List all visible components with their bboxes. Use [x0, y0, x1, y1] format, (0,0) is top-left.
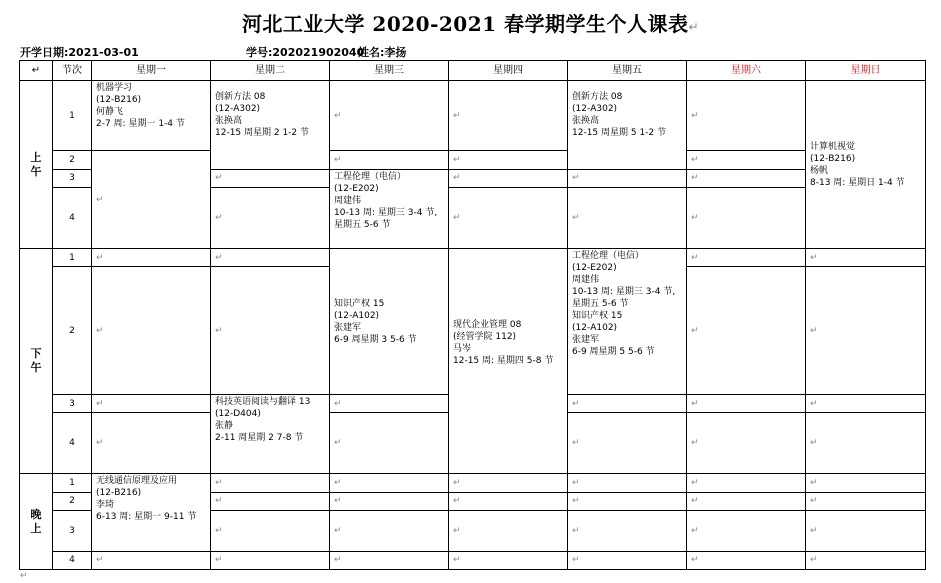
period-label: 2 [53, 267, 92, 395]
period-label: 2 [53, 151, 92, 169]
empty-cell: ↵ [449, 551, 568, 569]
empty-cell: ↵ [687, 169, 806, 187]
empty-cell: ↵ [806, 492, 926, 510]
empty-cell: ↵ [330, 151, 449, 169]
period-label: 4 [53, 413, 92, 474]
section-afternoon: 下 午 [20, 248, 53, 474]
day-header-mon: 星期一 [92, 61, 211, 81]
empty-cell: ↵ [449, 474, 568, 492]
empty-cell: ↵ [449, 151, 568, 169]
day-header-fri: 星期五 [568, 61, 687, 81]
empty-cell: ↵ [211, 511, 330, 552]
empty-cell: ↵ [330, 474, 449, 492]
course-cell-thu-pm: 现代企业管理 08 (经管学院 112) 马岑 12-15 周: 星期四 5-8 节 [449, 248, 568, 474]
empty-cell: ↵ [211, 267, 330, 395]
empty-cell: ↵ [92, 267, 211, 395]
empty-cell: ↵ [92, 395, 211, 413]
empty-cell: ↵ [330, 395, 449, 413]
schedule-table [19, 60, 926, 570]
period-label: 3 [53, 395, 92, 413]
student-id: 学号:202021902040 [246, 46, 365, 59]
empty-cell: ↵ [687, 395, 806, 413]
empty-cell: ↵ [806, 474, 926, 492]
day-header-sun: 星期日 [806, 61, 926, 81]
empty-cell: ↵ [211, 248, 330, 266]
day-header-sat: 星期六 [687, 61, 806, 81]
course-cell-tue-am: 创新方法 08 (12-A302) 张换高 12-15 周星期 2 1-2 节 [211, 81, 330, 169]
empty-cell: ↵ [211, 492, 330, 510]
empty-cell: ↵ [568, 492, 687, 510]
empty-cell: ↵ [687, 151, 806, 169]
empty-cell: ↵ [330, 81, 449, 151]
student-name: 姓名:李扬 [358, 46, 407, 59]
empty-cell: ↵ [92, 413, 211, 474]
empty-cell: ↵ [687, 551, 806, 569]
course-cell-mon-am: 机器学习 (12-B216) 何静飞 2-7 周: 星期一 1-4 节 [92, 81, 211, 151]
empty-cell: ↵ [687, 267, 806, 395]
section-morning: 上 午 [20, 81, 53, 249]
empty-cell: ↵ [687, 413, 806, 474]
day-header-thu: 星期四 [449, 61, 568, 81]
empty-cell: ↵ [568, 511, 687, 552]
empty-cell: ↵ [449, 492, 568, 510]
empty-cell: ↵ [568, 395, 687, 413]
empty-cell: ↵ [330, 413, 449, 474]
course-cell-tue-pm: 科技英语阅读与翻译 13 (12-D404) 张静 2-11 周星期 2 7-8 节 [211, 395, 330, 474]
course-cell-wed-pm: 知识产权 15 (12-A102) 张建军 6-9 周星期 3 5-6 节 [330, 248, 449, 394]
empty-cell: ↵ [449, 81, 568, 151]
empty-cell: ↵ [568, 169, 687, 187]
period-label: 1 [53, 81, 92, 151]
empty-cell: ↵ [687, 474, 806, 492]
empty-cell: ↵ [806, 248, 926, 266]
period-label: 4 [53, 187, 92, 248]
empty-cell: ↵ [211, 169, 330, 187]
period-label: 1 [53, 474, 92, 492]
empty-cell: ↵ [687, 81, 806, 151]
empty-cell: ↵ [568, 551, 687, 569]
period-label: 3 [53, 511, 92, 552]
empty-cell: ↵ [449, 511, 568, 552]
empty-cell: ↵ [92, 151, 211, 249]
corner-cell: ↵ [20, 61, 53, 81]
empty-cell: ↵ [568, 474, 687, 492]
period-label: 2 [53, 492, 92, 510]
empty-cell: ↵ [806, 511, 926, 552]
empty-cell: ↵ [806, 267, 926, 395]
empty-cell: ↵ [806, 551, 926, 569]
day-header-wed: 星期三 [330, 61, 449, 81]
empty-cell: ↵ [687, 511, 806, 552]
empty-cell: ↵ [92, 551, 211, 569]
period-label: 3 [53, 169, 92, 187]
day-header-tue: 星期二 [211, 61, 330, 81]
start-date: 开学日期:2021-03-01 [20, 46, 139, 59]
period-header: 节次 [53, 61, 92, 81]
empty-cell: ↵ [806, 395, 926, 413]
course-cell-mon-ev: 无线通信原理及应用 (12-B216) 李琦 6-13 周: 星期一 9-11 节 [92, 474, 211, 551]
page-title: 河北工业大学 2020-2021 春学期学生个人课表↵ [241, 12, 700, 36]
empty-cell: ↵ [330, 551, 449, 569]
empty-cell: ↵ [92, 248, 211, 266]
empty-cell: ↵ [687, 492, 806, 510]
period-label: 4 [53, 551, 92, 569]
course-cell-fri-am: 创新方法 08 (12-A302) 张换高 12-15 周星期 5 1-2 节 [568, 81, 687, 169]
empty-cell: ↵ [330, 492, 449, 510]
period-label: 1 [53, 248, 92, 266]
empty-cell: ↵ [806, 413, 926, 474]
course-cell-wed-am: 工程伦理（电信） (12-E202) 周建伟 10-13 周: 星期三 3-4 节, 星期五 5-6 节 [330, 169, 449, 248]
empty-cell: ↵ [687, 187, 806, 248]
empty-cell: ↵ [330, 511, 449, 552]
course-cell-sun-am: 计算机视觉 (12-B216) 杨帆 8-13 周: 星期日 1-4 节 [806, 81, 926, 249]
paragraph-mark: ↵ [20, 571, 28, 581]
empty-cell: ↵ [211, 187, 330, 248]
empty-cell: ↵ [449, 169, 568, 187]
empty-cell: ↵ [687, 248, 806, 266]
empty-cell: ↵ [211, 551, 330, 569]
course-cell-fri-pm: 工程伦理（电信） (12-E202) 周建伟 10-13 周: 星期三 3-4 节, 星期五 5-6 节 知识产权 15 (12-A102) 张建军 6-9 周星期 5 5-6 节 [568, 248, 687, 394]
empty-cell: ↵ [449, 187, 568, 248]
empty-cell: ↵ [568, 187, 687, 248]
empty-cell: ↵ [211, 474, 330, 492]
section-evening: 晚 上 [20, 474, 53, 570]
empty-cell: ↵ [568, 413, 687, 474]
